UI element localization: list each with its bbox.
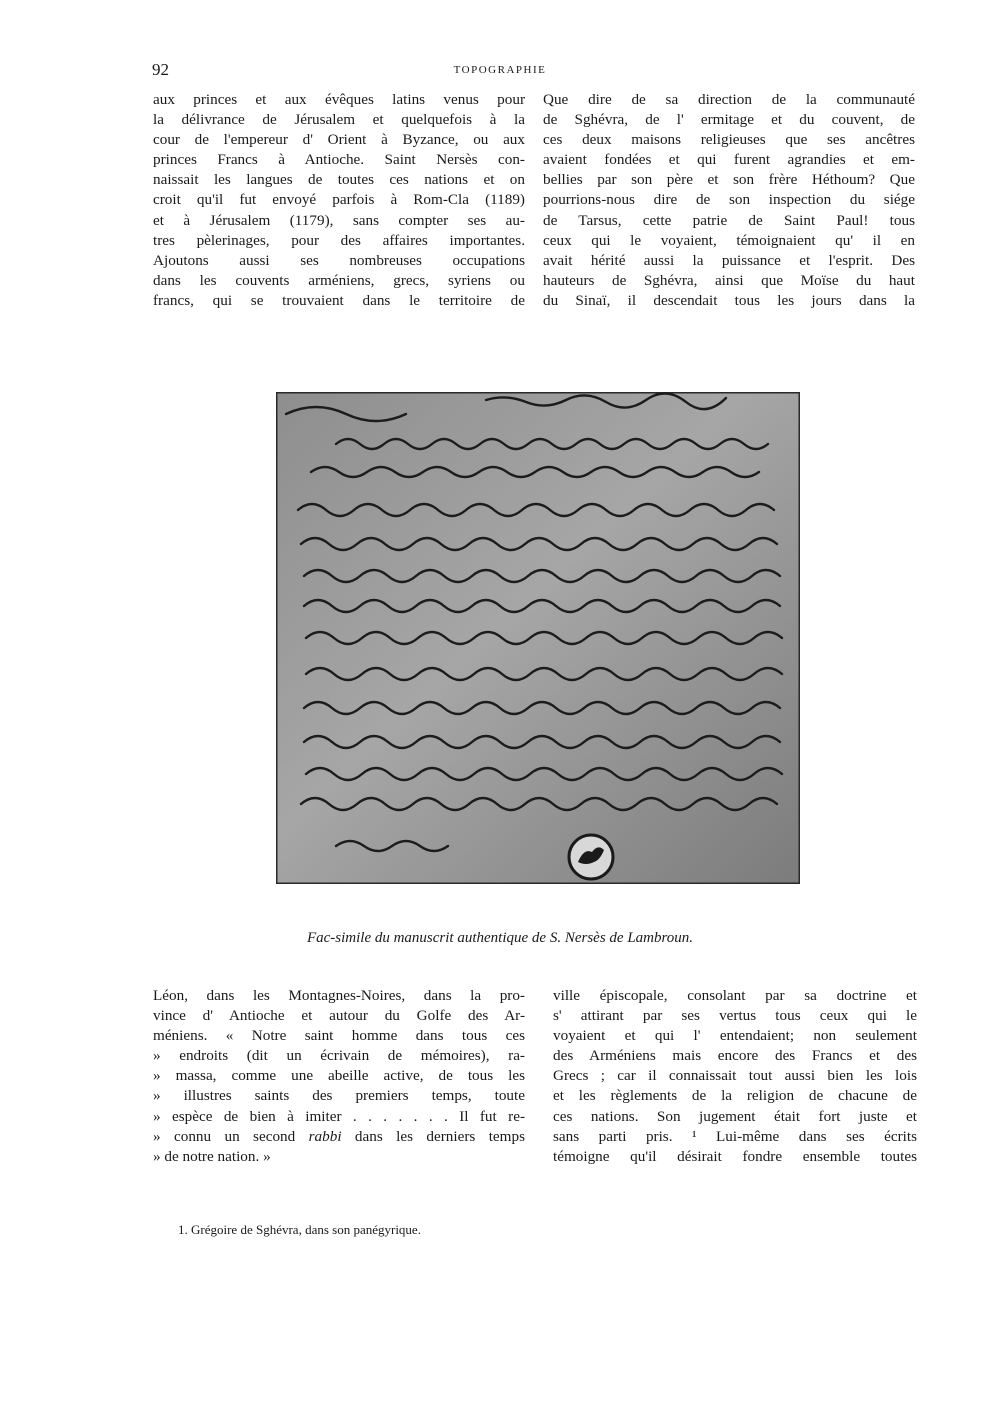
text-line: » espèce de bien à imiter . . . . . . . Il fut re- [153, 1107, 525, 1125]
column-top-right [543, 90, 915, 311]
text-line [153, 1127, 525, 1147]
text-line: avait hérité aussi la puissance et l'esprit. Des [543, 251, 915, 269]
text-line: sans parti pris. ¹ Lui-même dans ses écrits [553, 1127, 917, 1145]
text-line: dans les couvents arméniens, grecs, syriens ou [153, 271, 525, 289]
text-line: aux princes et aux évêques latins venus pour [153, 91, 525, 108]
column-bottom-right [553, 986, 917, 1167]
manuscript-facsimile [276, 392, 800, 884]
running-head: TOPOGRAPHIE [453, 64, 547, 76]
text-line: croit qu'il fut envoyé parfois à Rom-Cla (1189) [153, 191, 525, 209]
figure-caption: Fac-simile du manuscrit authentique de S. Nersès de Lambroun. [306, 930, 694, 946]
paragraph [553, 986, 917, 1167]
text-line: et les règlements de la religion de chacune de [553, 1087, 917, 1105]
text-line: du Sinaï, il descendait tous les jours dans la [543, 291, 915, 309]
text-line: cour de l'empereur d' Orient à Byzance, ou aux [153, 131, 525, 149]
text-line: des Arméniens mais encore des Francs et des [553, 1047, 917, 1065]
text-line: de Tarsus, cette patrie de Saint Paul! tous [543, 211, 915, 229]
text-line: la délivrance de Jérusalem et quelquefois à la [153, 111, 525, 129]
paragraph [153, 986, 525, 1167]
paragraph [543, 90, 915, 311]
text-line: Grecs ; car il connaissait tout aussi bien les lois [553, 1067, 917, 1085]
text-line: » de notre nation. » [153, 1147, 271, 1165]
text-line: naissait les langues de toutes ces nations et on [153, 171, 525, 189]
text-line: francs, qui se trouvaient dans le territoire de [153, 291, 525, 309]
text-line: princes Francs à Antioche. Saint Nersès con- [153, 151, 525, 169]
text-line: s' attirant par ses vertus tous ceux qui le [553, 1007, 917, 1025]
paragraph [153, 90, 525, 311]
text-line: voyaient et qui l' entendaient; non seulement [553, 1027, 917, 1045]
text-line: ceux qui le voyaient, témoignaient qu' il en [543, 231, 915, 249]
text-line: vince d' Antioche et autour du Golfe des Ar- [153, 1007, 525, 1025]
text-line: ces deux maisons religieuses que ses ancêtres [543, 131, 915, 149]
text-line: Que dire de sa direction de la communauté [543, 91, 915, 108]
seal-icon [569, 835, 613, 879]
text-line: ville épiscopale, consolant par sa doctrine et [553, 987, 917, 1004]
text-line: ces nations. Son jugement était fort juste et [553, 1107, 917, 1125]
italic-word: rabbi [308, 1127, 342, 1145]
column-top-left [153, 90, 525, 311]
text-line: tres pèlerinages, pour des affaires importantes. [153, 231, 525, 249]
text-line: » massa, comme une abeille active, de tous les [153, 1067, 525, 1085]
text-line: avaient fondées et qui furent agrandies et em- [543, 151, 915, 169]
footnote: 1. Grégoire de Sghévra, dans son panégyrique. [178, 1222, 421, 1237]
text-line: hauteurs de Sghévra, ainsi que Moïse du haut [543, 271, 915, 289]
text-line: Ajoutons aussi ses nombreuses occupations [153, 251, 525, 269]
text-line: » illustres saints des premiers temps, toute [153, 1087, 525, 1105]
text-line: bellies par son père et son frère Héthoum? Que [543, 171, 915, 189]
text-run: » connu un second [153, 1127, 309, 1145]
text-line: méniens. « Notre saint homme dans tous ces [153, 1027, 525, 1045]
column-bottom-left [153, 986, 525, 1167]
page-number: 92 [152, 60, 169, 79]
text-line: et à Jérusalem (1179), sans compter ses au- [153, 211, 525, 229]
text-line: témoigne qu'il désirait fondre ensemble toutes [553, 1147, 917, 1165]
text-line: de Sghévra, de l' ermitage et du couvent, de [543, 111, 915, 129]
manuscript-image [276, 392, 800, 884]
text-run: dans les derniers temps [341, 1127, 525, 1145]
text-line: Léon, dans les Montagnes-Noires, dans la pro- [153, 987, 525, 1004]
text-line: pourrions-nous dire de son inspection du siége [543, 191, 915, 209]
text-line: » endroits (dit un écrivain de mémoires), ra- [153, 1047, 525, 1065]
